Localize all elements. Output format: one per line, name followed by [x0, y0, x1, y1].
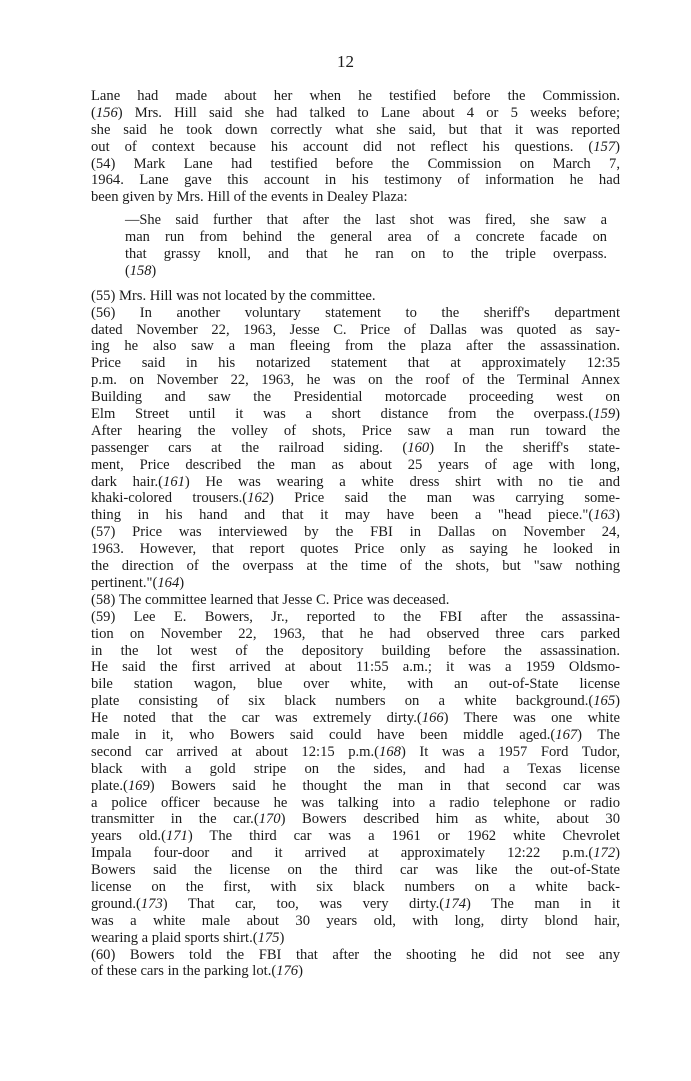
text-line: Building and saw the Presidential motorcade proceeding west on [91, 389, 620, 406]
text-line: years old.(171) The third car was a 1961 or 1962 white Chevrolet [91, 828, 620, 845]
text-line: passenger cars at the railroad siding. (160) In the sheriff's state- [91, 439, 620, 456]
text-line: of these cars in the parking lot.(176) [91, 963, 303, 980]
body-text [91, 88, 620, 980]
text-line: He said the first arrived at about 11:55 a.m.; it was a 1959 Oldsmo- [91, 659, 620, 676]
text-line: man run from behind the general area of a concrete facade on [125, 229, 607, 246]
paragraph-block-b [91, 288, 620, 981]
text-line: (59) Lee E. Bowers, Jr., reported to the FBI after the assassina- [91, 608, 620, 625]
text-line: black with a gold stripe on the sides, and had a Texas license [91, 760, 620, 777]
text-line: After hearing the volley of shots, Price saw a man run toward the [91, 422, 620, 439]
text-line: tion on November 22, 1963, that he had observed three cars parked [91, 625, 620, 642]
text-line: wearing a plaid sports shirt.(175) [91, 929, 285, 946]
text-line: license on the first, with six black numbers on a white back- [91, 878, 620, 895]
text-line: Bowers said the license on the third car was like the out-of-State [91, 862, 620, 879]
text-line: plate.(169) Bowers said he thought the man in that second car was [91, 777, 620, 794]
text-line: 1964. Lane gave this account in his testimony of information he had [91, 172, 620, 189]
text-line: Impala four-door and it arrived at approximately 12:22 p.m.(172) [91, 845, 620, 862]
text-line: (55) Mrs. Hill was not located by the committee. [91, 287, 376, 304]
text-line: a police officer because he was talking into a radio telephone or radio [91, 794, 620, 811]
text-line: ment, Price described the man as about 25 years of age with long, [91, 456, 620, 473]
text-line: (158) [125, 262, 157, 279]
text-line: (58) The committee learned that Jesse C. Price was deceased. [91, 591, 450, 608]
text-line: the direction of the overpass at the time of the shots, but "saw nothing [91, 558, 620, 575]
text-line: ground.(173) That car, too, was very dirty.(174) The man in it [91, 895, 621, 912]
text-line: (57) Price was interviewed by the FBI in Dallas on November 24, [91, 524, 620, 541]
text-line: plate consisting of six black numbers on a white background.(165) [91, 693, 620, 710]
text-line: bile station wagon, blue over white, with an out-of-State license [91, 676, 620, 693]
text-line: —She said further that after the last shot was fired, she saw a [125, 212, 607, 229]
block-quote [125, 212, 607, 280]
text-line: in the lot west of the depository building before the assassination. [91, 642, 620, 659]
text-line: thing in his hand and that it may have been a "head piece."(163) [91, 507, 620, 524]
text-line: Price said in his notarized statement that at approximately 12:35 [91, 355, 620, 372]
paragraph-block-a [91, 88, 620, 206]
text-line: dark hair.(161) He was wearing a white dress shirt with no tie and [91, 473, 620, 490]
text-line: she said he took down correctly what she said, but that it was reported [91, 121, 620, 138]
text-line: male in it, who Bowers said could have been middle aged.(167) The [91, 726, 621, 743]
text-line: (156) Mrs. Hill said she had talked to Lane about 4 or 5 weeks before; [91, 104, 620, 121]
text-line: (56) In another voluntary statement to the sheriff's department [91, 304, 620, 321]
text-line: He noted that the car was extremely dirty.(166) There was one white [91, 710, 620, 727]
text-line: dated November 22, 1963, Jesse C. Price of Dallas was quoted as say- [91, 321, 620, 338]
text-line: Lane had made about her when he testified before the Commission. [91, 88, 620, 104]
text-line: pertinent."(164) [91, 574, 185, 591]
text-line: Elm Street until it was a short distance from the overpass.(159) [91, 406, 620, 423]
text-line: was a white male about 30 years old, with long, dirty blond hair, [91, 912, 620, 929]
text-line: out of context because his account did not reflect his questions. (157) [91, 138, 620, 155]
page-number: 12 [337, 52, 354, 71]
text-line: p.m. on November 22, 1963, he was on the roof of the Terminal Annex [91, 372, 620, 389]
text-line: ing he also saw a man fleeing from the plaza after the assassination. [91, 338, 620, 355]
text-line: 1963. However, that report quotes Price only as saying he looked in [91, 541, 620, 558]
text-line: transmitter in the car.(170) Bowers described him as white, about 30 [91, 811, 620, 828]
text-line: been given by Mrs. Hill of the events in Dealey Plaza: [91, 189, 408, 206]
text-line: (60) Bowers told the FBI that after the shooting he did not see any [91, 946, 620, 963]
text-line: (54) Mark Lane had testified before the Commission on March 7, [91, 155, 620, 172]
text-line: second car arrived at about 12:15 p.m.(168) It was a 1957 Ford Tudor, [91, 743, 620, 760]
text-line: that grassy knoll, and that he ran on to the triple overpass. [125, 246, 607, 263]
text-line: khaki-colored trousers.(162) Price said the man was carrying some- [91, 490, 620, 507]
